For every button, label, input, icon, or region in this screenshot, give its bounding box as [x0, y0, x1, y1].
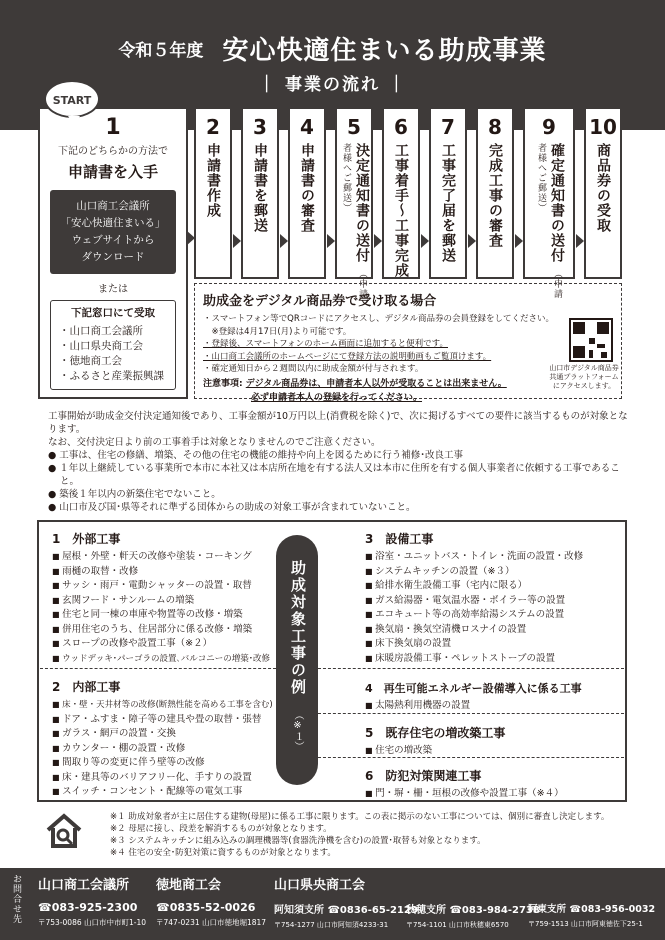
category-title: 5 既存住宅の増改築工事 — [365, 726, 506, 740]
org-address: 〒753-0086 山口市中市町1-10 — [38, 918, 147, 927]
step-label: 工事完了届を郵送 — [440, 143, 456, 263]
category-item: ■ 換気扇・換気空清機ロスナイの設置 — [365, 623, 623, 638]
category-item: ■ 屋根・外壁・軒天の改修や塗装・コーキング — [52, 550, 280, 565]
category-item: ■ 間取り等の変更に伴う壁等の改修 — [52, 756, 280, 771]
category-item: ■ エコキュート等の高効率給湯システムの設置 — [365, 608, 623, 623]
start-badge: START — [44, 80, 100, 118]
req-bullet: ● 山口市及び国･県等それに準ずる団体からの助成の対象工事が含まれていないこと。 — [48, 502, 416, 513]
req-bullet: ● 築後１年以内の新築住宅でないこと。 — [48, 489, 221, 500]
org-phone[interactable]: ☎083-925-2300 — [38, 901, 138, 914]
branch-aiho — [406, 901, 540, 930]
arrow-icon — [374, 234, 382, 248]
arrow-icon — [576, 234, 584, 248]
step-label: 申請書作成 — [205, 143, 221, 218]
category-interior — [52, 678, 280, 800]
branch-address: 〒754-1101 山口市秋穂東6570 — [406, 921, 509, 929]
org-name: 山口県央商工会 — [274, 878, 366, 893]
flow-subtitle: ｜ 事業の流れ ｜ — [258, 75, 407, 95]
digital-voucher-box — [194, 283, 622, 403]
branch-aio — [274, 901, 418, 930]
category-title: 2 内部工事 — [52, 680, 121, 694]
branch-phone[interactable]: 阿東支所 ☎083-956-0032 — [528, 904, 656, 915]
category-item: ■ システムキッチンの設置（※３） — [365, 565, 623, 580]
branch-phone[interactable]: 阿知須支所 ☎0836-65-2129 — [274, 905, 418, 916]
category-title: 6 防犯対策関連工事 — [365, 769, 482, 783]
step-number: 2 — [206, 115, 220, 139]
step-2-card — [194, 107, 232, 279]
footnotes — [110, 811, 630, 859]
digital-line: ・確定通知日から２週間以内に助成金額が付与されます。 — [203, 364, 424, 374]
step-number: 6 — [394, 115, 408, 139]
category-item: ■ 住宅の増改築 — [365, 744, 623, 759]
step-7-card — [429, 107, 467, 279]
req-bullet: ● 工事は、住宅の修繕、増築、その他の住宅の機能の維持や向上を図るために行う補修･改良工事 — [48, 450, 464, 461]
step-1-title: 申請書を入手 — [67, 163, 158, 181]
step-label: 確定通知書の送付 （申請者様へご郵送） — [536, 143, 565, 299]
category-item: ■ 浴室・ユニットバス・トイレ・洗面の設置・改修 — [365, 550, 623, 565]
title-main: 安心快適住まいる助成事業 — [222, 36, 547, 66]
step-1-number: 1 — [105, 115, 121, 140]
category-item: ■ カウンター・棚の設置・改修 — [52, 742, 280, 757]
step-1-card — [38, 107, 188, 399]
arrow-icon — [515, 234, 523, 248]
category-item: ■ 床・建具等のバリアフリー化、手すりの設置 — [52, 771, 280, 786]
category-exterior — [52, 530, 280, 666]
digital-heading: 助成金をデジタル商品券で受け取る場合 — [203, 294, 437, 309]
category-item: ■ サッシ・雨戸・電動シャッターの設置・取替 — [52, 579, 280, 594]
step-label: 商品券の受取 — [595, 143, 611, 233]
house-search-icon — [44, 810, 84, 850]
category-item: ■ ドア・ふすま・障子等の建具や畳の取替・張替 — [52, 713, 280, 728]
arrow-icon — [327, 234, 335, 248]
digital-line: ※登録は4月17日(月)より可能です。 — [203, 326, 352, 337]
branch-ato — [528, 901, 655, 929]
contact-label: お問合せ先 — [11, 874, 21, 924]
org-phone[interactable]: ☎0835-52-0026 — [156, 901, 256, 914]
category-item: ■ 給排水衛生設備工事（宅内に限る） — [365, 579, 623, 594]
footnote: ※３ システムキッチンに組み込みの調理機器等(食器洗浄機を含む)の設置･取替も対象となります。 — [110, 836, 486, 846]
step-4-card — [288, 107, 326, 279]
or-label: または — [98, 284, 128, 295]
arrow-icon — [280, 234, 288, 248]
org-name: 徳地商工会 — [156, 878, 222, 893]
branch-phone[interactable]: 秋穂支所 ☎083-984-2738 — [406, 905, 540, 916]
step-number: 9 — [542, 115, 556, 139]
category-item: ■ スイッチ・コンセント・配線等の電気工事 — [52, 785, 280, 800]
step-8-card — [476, 107, 514, 279]
org-tokuji — [156, 874, 266, 928]
category-item: ■ 太陽熱利用機器の設置 — [365, 699, 623, 714]
category-extension — [365, 724, 623, 759]
category-item: ■ 住宅と同一棟の車庫や物置等の改修・増築 — [52, 608, 280, 623]
step-number: 10 — [589, 115, 617, 139]
req-bullet: ● １年以上継続している事業所で本市に本社又は本店所在地を有する法人又は本市に住所を有する個人事業者に依頼する工事であること。 — [48, 463, 620, 487]
step-5-card — [335, 107, 373, 299]
org-name: 山口商工会議所 — [38, 878, 130, 893]
examples-center-note: （※１） — [292, 710, 303, 751]
qr-code-icon[interactable] — [569, 318, 613, 362]
examples-center-title: 助成対象工事の例 — [289, 560, 307, 696]
step-10-card — [584, 107, 622, 279]
category-item: ■ 門・塀・柵・垣根の改修や設置工事（※４） — [365, 787, 623, 802]
step-label: 完成工事の審査 — [487, 143, 503, 248]
step-number: 4 — [300, 115, 314, 139]
arrow-icon — [468, 234, 476, 248]
step-label: 申請書を郵送 — [252, 143, 268, 233]
category-title: 3 設備工事 — [365, 532, 434, 546]
office-item: ・ふるさと産業振興課 — [59, 370, 164, 382]
org-kenou — [274, 874, 365, 893]
branch-address: 〒754-1277 山口市阿知須4233-31 — [274, 921, 389, 929]
arrow-icon — [421, 234, 429, 248]
page-title — [0, 30, 665, 67]
category-item: ■ ガラス・網戸の設置・交換 — [52, 727, 280, 742]
branch-address: 〒759-1513 山口市阿東徳佐下25-1 — [528, 920, 643, 928]
requirements — [48, 410, 628, 514]
step-3-card — [241, 107, 279, 279]
step-number: 3 — [253, 115, 267, 139]
category-title: 4 再生可能エネルギー設備導入に係る工事 — [365, 682, 582, 695]
contact-footer — [0, 868, 665, 940]
digital-line: ・登録後、スマートフォンのホーム画面に追加すると便利です。 — [203, 339, 448, 349]
step-label: 申請書の審査 — [299, 143, 315, 233]
footnote: ※１ 助成対象者が主に居住する建物(母屋)に係る工事に限ります。この表に掲示のない工事については、個別に審査し決定します。 — [110, 812, 610, 822]
step-label: 工事着手〜工事完成 — [393, 143, 409, 278]
category-equipment — [365, 530, 623, 666]
footnote: ※２ 母屋に接し、段差を解消するものが対象となります。 — [110, 824, 332, 834]
category-item: ■ 玄関フード・サンルームの増築 — [52, 594, 280, 609]
step-number: 8 — [488, 115, 502, 139]
download-line: ウェブサイトから — [71, 234, 155, 246]
category-security — [365, 767, 623, 802]
office-item: ・徳地商工会 — [59, 355, 122, 367]
download-box[interactable] — [50, 190, 176, 274]
step-6-card — [382, 107, 420, 279]
divider — [40, 668, 276, 669]
office-box — [50, 300, 176, 390]
category-item: ■ スロープの改修や設置工事（※２） — [52, 637, 280, 652]
category-item: ■ 床暖房設備工事・ペレットストーブの設置 — [365, 652, 623, 667]
digital-line: ・スマートフォン等でQRコードにアクセスし、デジタル商品券の会員登録をしてください。 — [203, 314, 554, 324]
req-intro: なお、交付決定日より前の工事着手は対象となりませんのでご注意ください。 — [48, 437, 381, 448]
org-address: 〒747-0231 山口市徳地堀1817 — [156, 918, 267, 927]
step-number: 5 — [347, 115, 361, 139]
download-line: 「安心快適住まいる」 — [60, 217, 166, 229]
category-item: ■ ウッドデッキ･パーゴラの設置､バルコニーの増築･改修 — [52, 652, 280, 667]
office-item: ・山口商工会議所 — [59, 325, 143, 337]
org-yamaguchi-cci — [38, 874, 146, 928]
title-year: 令和５年度 — [118, 41, 204, 61]
qr-caption: 山口市デジタル商品券共通プラットフォームにアクセスします。 — [549, 364, 619, 390]
download-line: ダウンロード — [81, 251, 145, 263]
category-title: 1 外部工事 — [52, 532, 121, 546]
category-item: ■ 床下換気扇の設置 — [365, 637, 623, 652]
office-title: 下記窓口にて受取 — [71, 307, 155, 319]
category-renewable — [365, 680, 623, 714]
req-intro: 工事開始が助成金交付決定通知後であり、工事金額が10万円以上(消費税を除く)で、次に掲げるすべての要件に該当するものが対象となります。 — [48, 411, 628, 435]
category-item: ■ 雨樋の取替・改修 — [52, 565, 280, 580]
caution-line: 必ず申請者本人の登録を行ってください。 — [251, 393, 423, 403]
divider — [318, 668, 624, 669]
footnote: ※４ 住宅の安全･防犯対策に資するものが対象となります。 — [110, 848, 336, 858]
category-item: ■ 併用住宅のうち、住居部分に係る改修・増築 — [52, 623, 280, 638]
step-9-card — [523, 107, 575, 299]
step-1-intro: 下記のどちらかの方法で — [58, 146, 168, 157]
digital-line: ・山口商工会議所のホームページにて登録方法の説明動画もご覧頂けます。 — [203, 351, 492, 362]
arrow-icon — [233, 234, 241, 248]
category-item: ■ ガス給湯器・電気温水器・ボイラー等の設置 — [365, 594, 623, 609]
office-item: ・山口県央商工会 — [59, 340, 143, 352]
step-label: 決定通知書の送付 （申請者様へご郵送） — [341, 143, 370, 299]
category-item: ■ 床・壁・天井材等の改修(断熱性能を高める工事を含む) — [52, 698, 280, 713]
download-line: 山口商工会議所 — [76, 200, 150, 212]
caution-line: 注意事項: デジタル商品券は、申請者本人以外が受取ることは出来ません。 — [203, 378, 507, 389]
step-number: 7 — [441, 115, 455, 139]
